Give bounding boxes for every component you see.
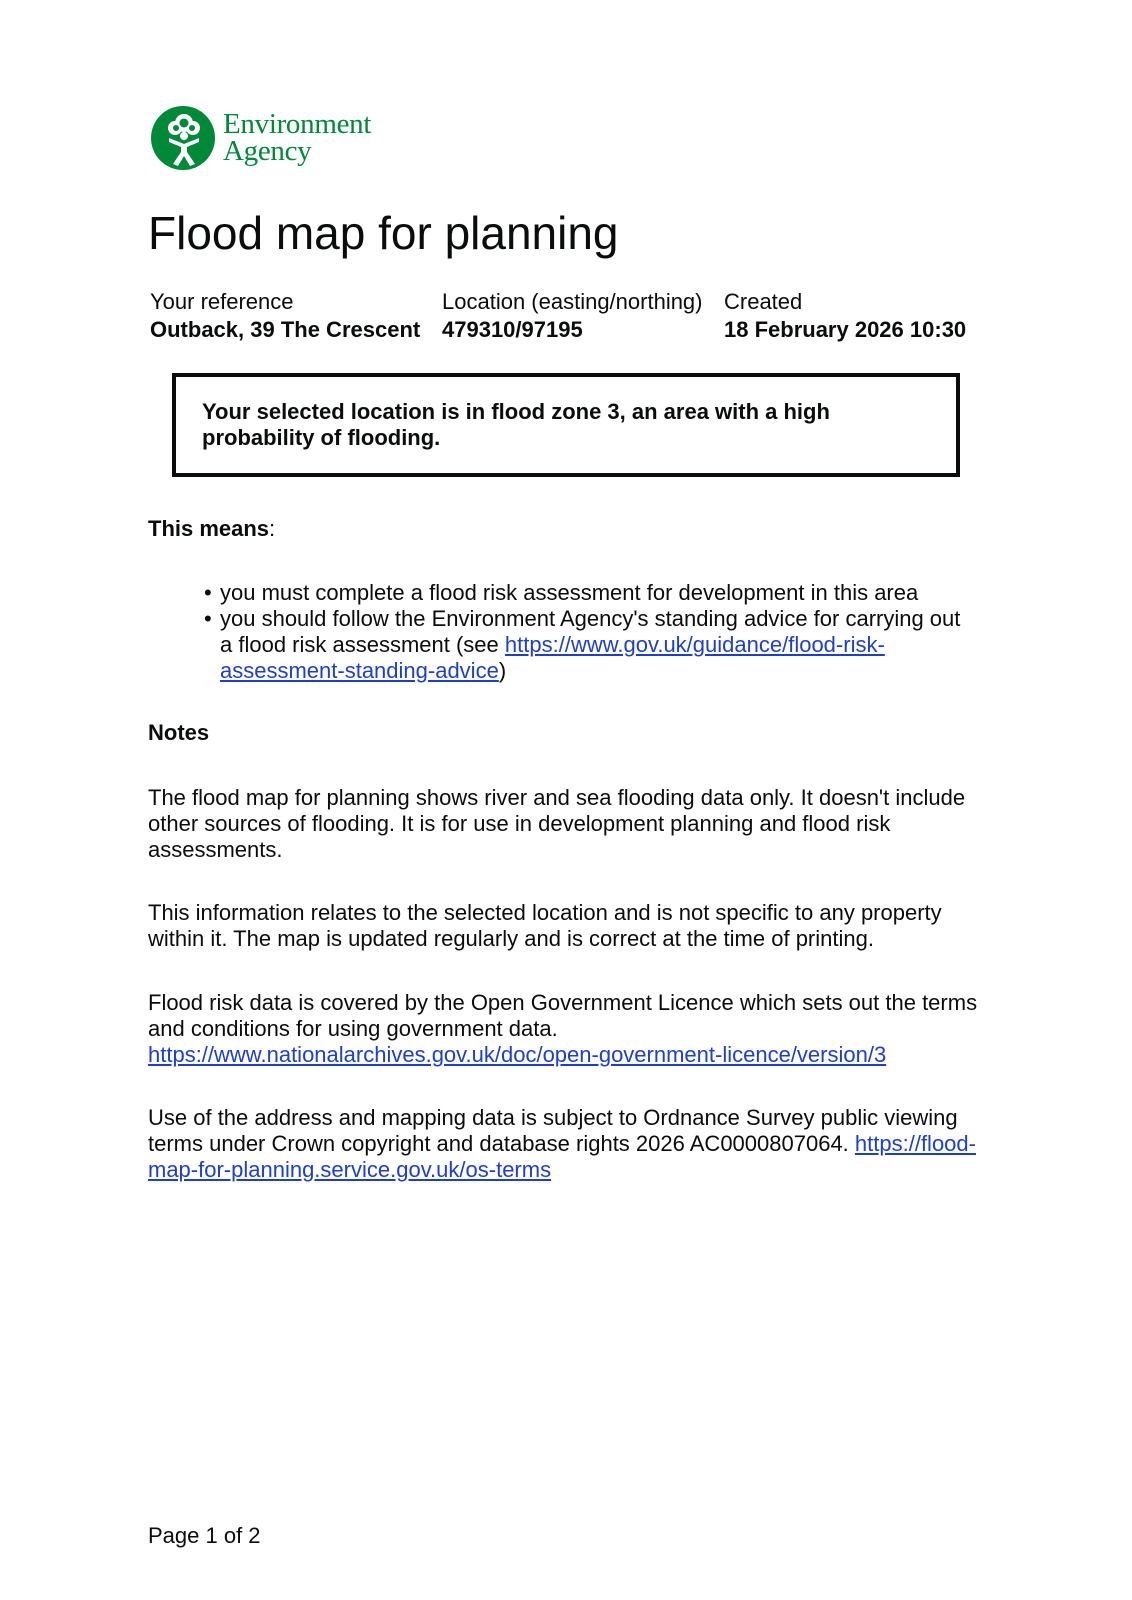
notes-paragraph-licence xyxy=(148,990,978,1068)
list-item-text: you should follow the Environment Agency's standing advice for carrying out a flood risk assessment (see xyxy=(220,606,961,657)
location-label: Location (easting/northing) xyxy=(442,289,703,314)
list-item xyxy=(204,606,964,684)
bullet-icon: • xyxy=(204,606,212,631)
page-title: Flood map for planning xyxy=(148,207,619,259)
logo-line-2: Agency xyxy=(223,135,312,167)
bullet-icon: • xyxy=(204,580,212,605)
notes-paragraph-os-terms xyxy=(148,1105,978,1183)
standing-advice-link[interactable]: https://www.gov.uk/guidance/flood-risk-assessment-standing-advice xyxy=(220,632,885,683)
this-means-label: This means xyxy=(148,516,270,541)
licence-text: Flood risk data is covered by the Open Government Licence which sets out the terms and conditions for using government data. xyxy=(148,990,978,1041)
os-terms-link[interactable]: https://flood-map-for-planning.service.gov.uk/os-terms xyxy=(148,1131,976,1182)
logo-line-1: Environment xyxy=(223,108,372,140)
flood-zone-notice xyxy=(172,373,960,477)
notes-heading: Notes xyxy=(148,720,210,745)
environment-agency-logo xyxy=(151,103,371,173)
location-block xyxy=(442,288,703,344)
created-label: Created xyxy=(724,289,803,314)
open-government-licence-link[interactable]: https://www.nationalarchives.gov.uk/doc/open-government-licence/version/3 xyxy=(148,1042,887,1067)
list-item xyxy=(204,580,964,606)
logo-wordmark xyxy=(223,108,372,167)
reference-label: Your reference xyxy=(150,289,294,314)
this-means-heading xyxy=(148,515,275,543)
tree-person-icon xyxy=(151,104,215,172)
notes-paragraph-selected-location: This information relates to the selected location and is not specific to any property within it. The map is updated regularly and is correct at the time of printing. xyxy=(148,900,942,951)
page-number: Page 1 of 2 xyxy=(148,1523,261,1548)
created-value: 18 February 2026 10:30 xyxy=(724,317,967,342)
reference-block xyxy=(150,288,420,344)
os-terms-text: Use of the address and mapping data is subject to Ordnance Survey public viewing terms under Crown copyright and database rights 2026 AC0000807064. xyxy=(148,1105,958,1156)
this-means-colon: : xyxy=(269,516,276,541)
created-block xyxy=(724,288,966,344)
list-item-text-end: ) xyxy=(498,658,507,683)
flood-zone-notice-text: Your selected location is in flood zone 3, an area with a high probability of flooding. xyxy=(202,399,830,450)
this-means-list xyxy=(204,580,964,684)
reference-value: Outback, 39 The Crescent xyxy=(150,317,421,342)
list-item-text: you must complete a flood risk assessment for development in this area xyxy=(220,580,919,605)
notes-paragraph-flood-map: The flood map for planning shows river and sea flooding data only. It doesn't include other sources of flooding. It is for use in development planning and flood risk assessments. xyxy=(148,785,966,862)
location-value: 479310/97195 xyxy=(442,317,583,342)
